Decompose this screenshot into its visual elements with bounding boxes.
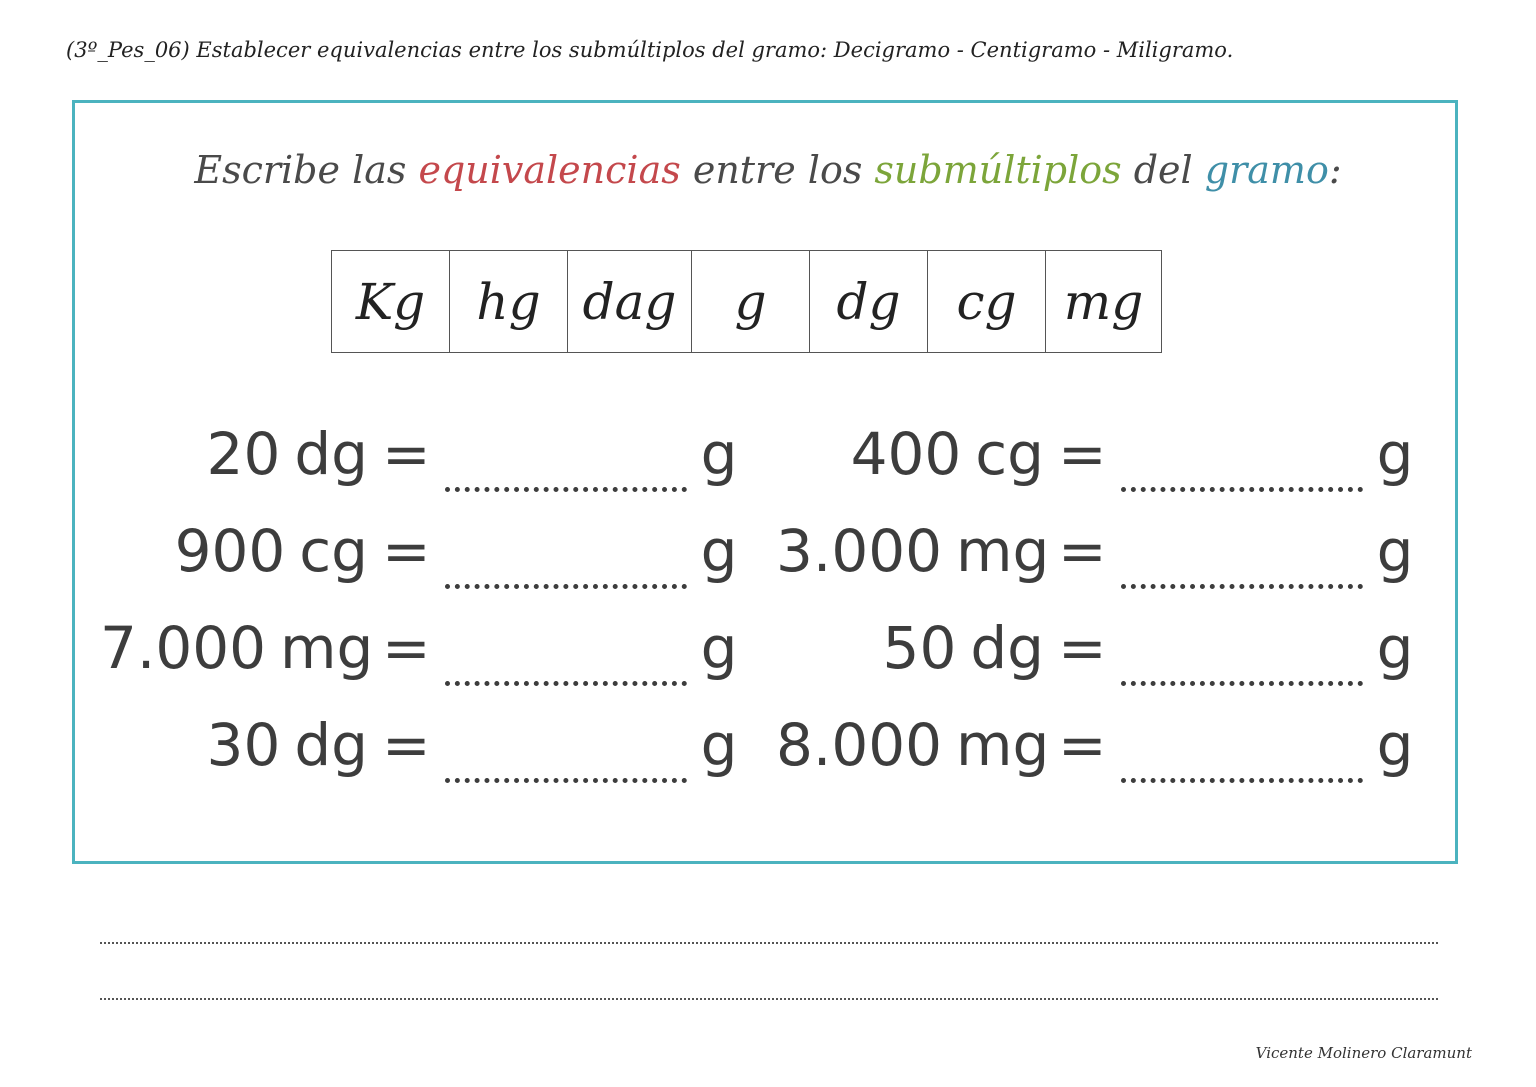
exercise-value <box>776 420 1044 488</box>
equals-sign: = <box>382 517 431 585</box>
instruction-word-submultiplos: submúltiplos <box>874 148 1122 192</box>
exercise-value <box>100 614 374 682</box>
instruction-text <box>0 148 1536 192</box>
value-unit: dg <box>294 711 368 779</box>
value-number: 900 <box>174 517 286 585</box>
value-unit: cg <box>299 517 368 585</box>
target-unit: g <box>700 711 738 779</box>
worksheet-header: (3º_Pes_06) Establecer equivalencias entre los submúltiplos del gramo: Decigramo - Centigramo - Miligramo. <box>66 38 1234 62</box>
equals-sign: = <box>1058 711 1107 779</box>
target-unit: g <box>700 614 738 682</box>
value-unit: dg <box>294 420 368 488</box>
target-unit: g <box>1376 711 1414 779</box>
equals-sign: = <box>1058 517 1107 585</box>
equals-sign: = <box>382 420 431 488</box>
unit-cell-cg: cg <box>928 251 1046 353</box>
unit-cell-dag: dag <box>568 251 692 353</box>
answer-blank[interactable] <box>445 578 687 589</box>
answer-blank[interactable] <box>445 675 687 686</box>
units-table <box>331 250 1162 353</box>
answer-blank[interactable] <box>1121 481 1363 492</box>
exercise-value <box>776 614 1044 682</box>
equals-sign: = <box>1058 614 1107 682</box>
instruction-part-3: del <box>1121 148 1205 192</box>
exercise-value <box>100 420 368 488</box>
target-unit: g <box>1376 420 1414 488</box>
unit-cell-kg: Kg <box>332 251 450 353</box>
unit-cell-g: g <box>692 251 810 353</box>
answer-line-1[interactable] <box>100 942 1438 944</box>
instruction-part-4: : <box>1328 148 1342 192</box>
exercise-row <box>776 420 1413 517</box>
equals-sign: = <box>1058 420 1107 488</box>
answer-blank[interactable] <box>445 772 687 783</box>
exercise-row <box>100 517 737 614</box>
unit-cell-dg: dg <box>810 251 928 353</box>
value-number: 50 <box>882 614 957 682</box>
instruction-word-equivalencias: equivalencias <box>418 148 681 192</box>
target-unit: g <box>700 517 738 585</box>
answer-line-2[interactable] <box>100 998 1438 1000</box>
exercise-row <box>776 711 1413 808</box>
exercise-column-right <box>776 420 1413 808</box>
unit-cell-hg: hg <box>450 251 568 353</box>
equals-sign: = <box>382 711 431 779</box>
exercise-row <box>100 614 737 711</box>
exercise-value <box>776 711 1050 779</box>
target-unit: g <box>700 420 738 488</box>
exercise-value <box>100 711 368 779</box>
value-number: 7.000 <box>100 614 267 682</box>
value-unit: dg <box>970 614 1044 682</box>
instruction-part-1: Escribe las <box>194 148 419 192</box>
value-number: 20 <box>206 420 281 488</box>
value-unit: cg <box>975 420 1044 488</box>
answer-blank[interactable] <box>445 481 687 492</box>
exercise-column-left <box>100 420 737 808</box>
instruction-word-gramo: gramo <box>1204 148 1329 192</box>
value-unit: mg <box>956 711 1050 779</box>
exercise-row <box>100 711 737 808</box>
units-row <box>332 251 1162 353</box>
exercise-row <box>776 517 1413 614</box>
answer-blank[interactable] <box>1121 772 1363 783</box>
value-number: 3.000 <box>776 517 943 585</box>
target-unit: g <box>1376 614 1414 682</box>
exercise-value <box>776 517 1050 585</box>
value-number: 8.000 <box>776 711 943 779</box>
exercise-value <box>100 517 368 585</box>
answer-blank[interactable] <box>1121 675 1363 686</box>
answer-blank[interactable] <box>1121 578 1363 589</box>
equals-sign: = <box>382 614 431 682</box>
instruction-part-2: entre los <box>680 148 875 192</box>
author-credit: Vicente Molinero Claramunt <box>1255 1044 1472 1062</box>
exercise-row <box>100 420 737 517</box>
value-number: 30 <box>206 711 281 779</box>
target-unit: g <box>1376 517 1414 585</box>
value-unit: mg <box>956 517 1050 585</box>
unit-cell-mg: mg <box>1046 251 1162 353</box>
value-unit: mg <box>280 614 374 682</box>
value-number: 400 <box>850 420 962 488</box>
exercise-row <box>776 614 1413 711</box>
